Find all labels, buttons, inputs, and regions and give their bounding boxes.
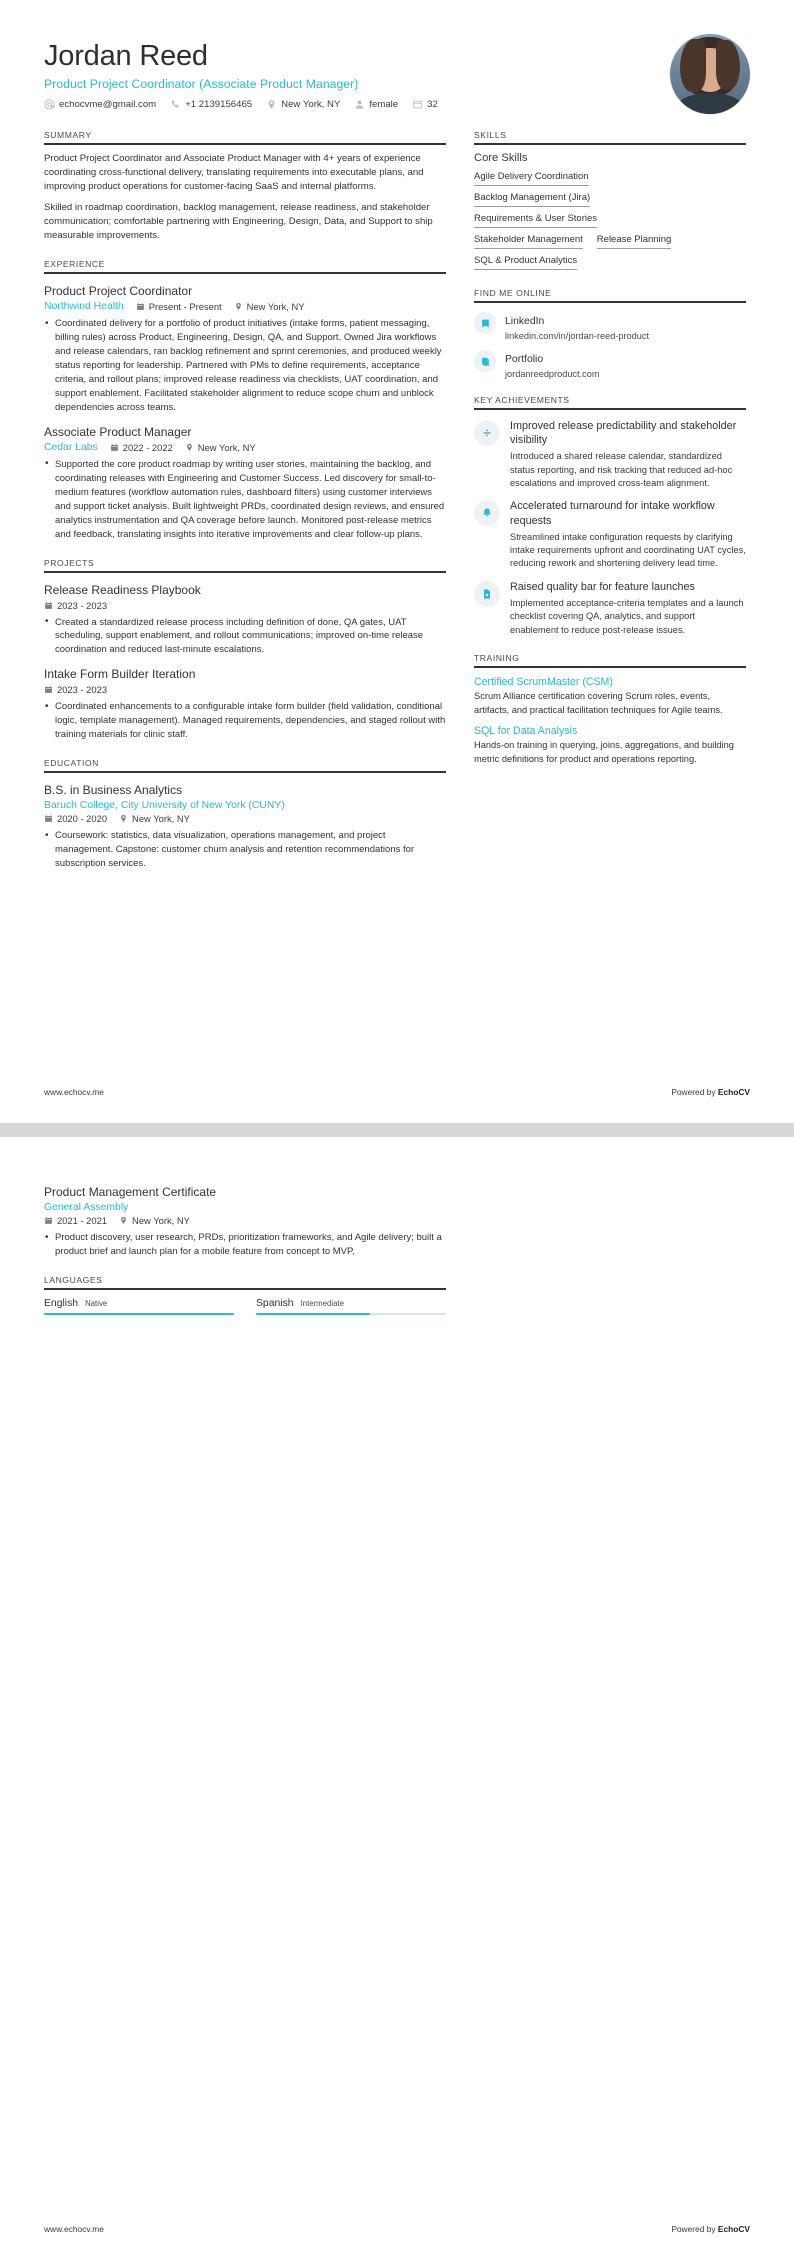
email-icon — [44, 99, 55, 110]
calendar-icon — [44, 601, 53, 610]
achievement-text — [510, 580, 746, 637]
section-title-summary: SUMMARY — [44, 130, 92, 140]
entry-dates-text: 2023 - 2023 — [57, 684, 108, 696]
entry-dates — [44, 813, 107, 824]
achievement-item — [474, 499, 746, 570]
resume-header — [44, 34, 750, 120]
skill-chip: Backlog Management (Jira) — [474, 188, 590, 207]
section-education-continued — [44, 1185, 446, 1259]
bullet-item: • Coursework: statistics, data visualization, operations management, and project management. Capstone: customer churn analysis and retention recommendations for subscription services. — [44, 829, 446, 871]
training-item — [474, 725, 746, 766]
entry-title: Associate Product Manager — [44, 424, 192, 439]
contact-age — [412, 99, 438, 110]
entry-organization: Baruch College, City University of New York (CUNY) — [44, 800, 285, 812]
calendar-icon — [110, 443, 119, 452]
document-icon — [474, 581, 500, 607]
online-link-text — [505, 311, 649, 341]
entry-location — [234, 301, 305, 312]
achievement-title: Accelerated turnaround for intake workflow requests — [510, 500, 715, 527]
entry-title: Release Readiness Playbook — [44, 582, 201, 597]
languages-list — [44, 1298, 446, 1316]
bell-icon — [474, 500, 500, 526]
entry-meta-dates — [44, 1215, 446, 1226]
entry-title: Product Management Certificate — [44, 1185, 217, 1199]
section-title-projects: PROJECTS — [44, 557, 95, 568]
education-entry — [44, 1185, 446, 1259]
entry-meta — [44, 800, 446, 811]
entry-dates-text: 2022 - 2022 — [122, 441, 173, 453]
footer-site[interactable]: www.echocv.me — [44, 1087, 104, 1097]
full-name: Jordan Reed — [44, 40, 208, 72]
section-summary — [44, 130, 446, 243]
achievement-description: Implemented acceptance-criteria templates and a launch checklist covering QA, analytics, and support enablement to reduce post-release issues. — [510, 597, 744, 635]
online-link-text — [505, 349, 599, 379]
education-entry — [44, 783, 446, 871]
location-pin-icon — [119, 814, 128, 823]
contact-phone[interactable] — [170, 99, 252, 110]
entry-meta — [44, 600, 446, 611]
achievement-title: Improved release predictability and stakeholder visibility — [510, 420, 737, 447]
divide-icon — [474, 420, 500, 446]
entry-bullets — [44, 317, 446, 415]
online-link-name: Portfolio — [505, 354, 544, 365]
body-columns-page2 — [44, 1181, 750, 1315]
location-pin-icon — [234, 302, 243, 311]
achievement-description: Streamlined intake configuration requests by clarifying intake requirements upfront and coordinating UAT cycles, reducing rework and shortening delivery lead time. — [510, 531, 746, 569]
achievement-description: Introduced a shared release calendar, standardized status reporting, and risk tracking that reduced ad-hoc escalations and improved cross-team alignment. — [510, 451, 733, 488]
entry-dates — [136, 301, 222, 312]
footer-powered-prefix: Powered by — [671, 1087, 718, 1097]
contact-phone-text: +1 2139156465 — [185, 99, 253, 111]
contact-email-text: echocvme@gmail.com — [59, 99, 157, 111]
experience-entry — [44, 284, 446, 415]
header-text-block — [44, 34, 654, 110]
entry-location-text: New York, NY — [132, 813, 190, 825]
project-entry — [44, 667, 446, 742]
right-column-page2 — [474, 1181, 746, 1315]
bullet-item: • Coordinated delivery for a portfolio of product initiatives (intake forms, patient messaging, billing rules) across Product, Engineering, Design, QA, and Support. Owned Jira workflows and release calendars, ran backlog refinement and sprint ceremonies, and produced weekly status reporting for leadership. Partnered with PMs to define requirements, acceptance criteria, and rollout plans; improved release readiness via checklists, UAT coordination, and support enablement. Facilitated stakeholder alignment to reduce scope churn and unblock dependencies across teams. — [44, 317, 446, 415]
section-find-me-online — [474, 288, 746, 379]
section-rule — [474, 301, 746, 303]
bookmark-icon — [474, 312, 496, 334]
entry-dates — [44, 684, 107, 695]
section-rule — [474, 666, 746, 668]
bullet-item: • Coordinated enhancements to a configurable intake form builder (field validation, conditional logic, template management). Managed requirements, dependencies, and staged rollout with training materials for clinic staff. — [44, 700, 446, 742]
calendar-icon — [412, 99, 423, 110]
entry-meta — [44, 442, 446, 453]
skill-line — [474, 167, 746, 188]
footer-site[interactable]: www.echocv.me — [44, 2224, 104, 2234]
contact-row — [44, 99, 654, 110]
section-training — [474, 653, 746, 766]
skill-chip: Agile Delivery Coordination — [474, 167, 589, 186]
location-pin-icon — [185, 443, 194, 452]
summary-paragraph-1: Product Project Coordinator and Associate Product Manager with 4+ years of experience coordinating cross-functional delivery, translating requirements into executable plans, and improving product operations for customer-facing SaaS and internal platforms. — [44, 153, 424, 193]
entry-meta — [44, 684, 446, 695]
footer-brand: EchoCV — [717, 2224, 750, 2234]
project-entry — [44, 583, 446, 658]
resume-page-1 — [0, 0, 794, 1123]
language-item — [256, 1298, 446, 1316]
left-column-page2 — [44, 1181, 446, 1315]
language-proficiency-bar — [256, 1313, 446, 1316]
section-rule — [474, 408, 746, 410]
skills-list — [474, 167, 746, 272]
language-level: Native — [85, 1298, 108, 1308]
right-column — [474, 130, 746, 874]
avatar — [670, 34, 750, 114]
phone-icon — [170, 99, 181, 110]
section-skills — [474, 130, 746, 272]
footer-brand: EchoCV — [717, 1087, 750, 1097]
entry-meta — [44, 1202, 446, 1213]
language-proficiency-bar — [44, 1313, 234, 1316]
skill-line — [474, 209, 746, 230]
section-title-find-me-online: FIND ME ONLINE — [474, 288, 552, 298]
skill-chip: Release Planning — [597, 230, 671, 249]
entry-dates-text: 2023 - 2023 — [57, 599, 108, 611]
entry-location-text: New York, NY — [246, 301, 305, 313]
section-education — [44, 758, 446, 871]
section-title-key-achievements: KEY ACHIEVEMENTS — [474, 395, 570, 405]
language-name: English — [44, 1297, 79, 1309]
entry-bullets — [44, 616, 446, 658]
entry-organization: General Assembly — [44, 1202, 129, 1213]
achievement-item — [474, 419, 746, 490]
entry-bullets — [44, 458, 446, 542]
summary-paragraph-2: Skilled in roadmap coordination, backlog management, release readiness, and stakeholder communication; comfortable partnering with Engineering, Design, Data, and Support to ship measurable improvements. — [44, 201, 433, 241]
language-head — [44, 1298, 234, 1309]
online-link-url: linkedin.com/in/jordan-reed-product — [505, 331, 650, 341]
entry-meta-dates — [44, 813, 446, 824]
entry-organization: Northwind Health — [44, 301, 124, 313]
footer-powered-by — [671, 1087, 750, 1097]
skill-chip: Requirements & User Stories — [474, 209, 597, 228]
contact-gender-text: female — [369, 99, 399, 111]
entry-bullets — [44, 700, 446, 742]
section-title-languages: LANGUAGES — [44, 1274, 103, 1285]
section-rule — [44, 771, 446, 773]
clipboard-icon — [474, 350, 496, 372]
online-link-portfolio[interactable] — [474, 349, 746, 379]
body-columns — [44, 130, 750, 874]
contact-age-text: 32 — [427, 99, 438, 111]
section-rule — [44, 272, 446, 274]
skills-group-label: Core Skills — [474, 152, 528, 164]
footer-powered-by — [671, 2224, 750, 2234]
entry-location — [185, 442, 256, 453]
location-pin-icon — [119, 1216, 128, 1225]
contact-location — [266, 99, 340, 110]
entry-bullets — [44, 1231, 446, 1259]
skill-line — [474, 230, 746, 251]
experience-entry — [44, 425, 446, 542]
entry-meta — [44, 301, 446, 312]
entry-location — [119, 813, 190, 824]
calendar-icon — [44, 814, 53, 823]
calendar-icon — [136, 302, 145, 311]
contact-gender — [354, 99, 398, 110]
entry-location-text: New York, NY — [132, 1215, 190, 1226]
bullet-item: • Created a standardized release process including definition of done, QA gates, UAT scheduling, support enablement, and rollout communications; improved on-time release coordination and reduced last-minute escalations. — [44, 616, 446, 658]
achievement-item — [474, 580, 746, 637]
entry-dates — [44, 1215, 107, 1226]
entry-dates — [110, 442, 173, 453]
page-separator — [0, 1123, 794, 1137]
online-link-name: LinkedIn — [505, 316, 545, 327]
page-footer — [44, 2224, 750, 2234]
training-title: Certified ScrumMaster (CSM) — [474, 676, 613, 689]
entry-location-text: New York, NY — [197, 441, 256, 453]
entry-dates-text: 2021 - 2021 — [57, 1215, 108, 1226]
language-level: Intermediate — [300, 1298, 344, 1308]
entry-dates — [44, 600, 107, 611]
language-name: Spanish — [256, 1297, 294, 1309]
achievement-text — [510, 499, 746, 570]
online-link-url: jordanreedproduct.com — [505, 369, 600, 379]
achievement-title: Raised quality bar for feature launches — [510, 580, 695, 593]
job-headline: Product Project Coordinator (Associate Product Manager) — [44, 77, 359, 92]
bullet-item: • Supported the core product roadmap by writing user stories, maintaining the backlog, and coordinating releases with Engineering and Customer Success. Led discovery for small-to-medium features (workflow automation rules, dashboard filters) using customer interviews and support ticket analysis. Built lightweight PRDs, coordinated design reviews, and ensured analytics instrumentation and QA coverage before launch. Monitored post-release metrics and feedback, translating insights into iterative improvements and clear follow-up plans. — [44, 458, 446, 542]
training-description: Hands-on training in querying, joins, aggregations, and building metric definitions for product and operations reporting. — [474, 740, 734, 764]
skill-line — [474, 188, 746, 209]
left-column — [44, 130, 446, 874]
skill-chip: SQL & Product Analytics — [474, 251, 577, 270]
bullet-item: • Product discovery, user research, PRDs, prioritization frameworks, and Agile delivery; built a product brief and launch plan for a mobile feature from concept to MVP. — [44, 1231, 446, 1259]
section-projects — [44, 558, 446, 743]
training-description: Scrum Alliance certification covering Scrum roles, events, artifacts, and practical facilitation techniques for Agile teams. — [474, 691, 723, 715]
entry-title: Intake Form Builder Iteration — [44, 667, 196, 682]
section-rule — [44, 571, 446, 573]
section-title-skills: SKILLS — [474, 130, 507, 140]
entry-dates-text: 2020 - 2020 — [57, 813, 108, 825]
entry-bullets — [44, 829, 446, 871]
location-pin-icon — [266, 99, 277, 110]
entry-title: Product Project Coordinator — [44, 284, 193, 299]
achievement-text — [510, 419, 746, 490]
section-key-achievements — [474, 395, 746, 637]
entry-dates-text: Present - Present — [148, 301, 222, 313]
training-item — [474, 676, 746, 717]
section-title-training: TRAINING — [474, 653, 520, 664]
section-title-education: EDUCATION — [44, 758, 99, 769]
contact-location-text: New York, NY — [281, 99, 341, 111]
training-title: SQL for Data Analysis — [474, 725, 578, 738]
section-experience — [44, 259, 446, 541]
contact-email[interactable] — [44, 99, 156, 110]
language-head — [256, 1298, 446, 1309]
calendar-icon — [44, 1216, 53, 1225]
skill-line — [474, 251, 746, 272]
online-link-linkedin[interactable] — [474, 311, 746, 341]
section-rule — [474, 143, 746, 145]
person-icon — [354, 99, 365, 110]
section-languages — [44, 1275, 446, 1316]
footer-powered-prefix: Powered by — [671, 2224, 718, 2234]
page-footer — [44, 1087, 750, 1097]
resume-page-2 — [0, 1137, 794, 2260]
section-rule — [44, 1288, 446, 1290]
language-item — [44, 1298, 234, 1316]
entry-title: B.S. in Business Analytics — [44, 783, 183, 798]
calendar-icon — [44, 685, 53, 694]
section-title-experience: EXPERIENCE — [44, 259, 105, 270]
skill-chip: Stakeholder Management — [474, 230, 583, 249]
entry-location — [119, 1215, 190, 1226]
entry-organization: Cedar Labs — [44, 441, 98, 453]
section-rule — [44, 143, 446, 145]
